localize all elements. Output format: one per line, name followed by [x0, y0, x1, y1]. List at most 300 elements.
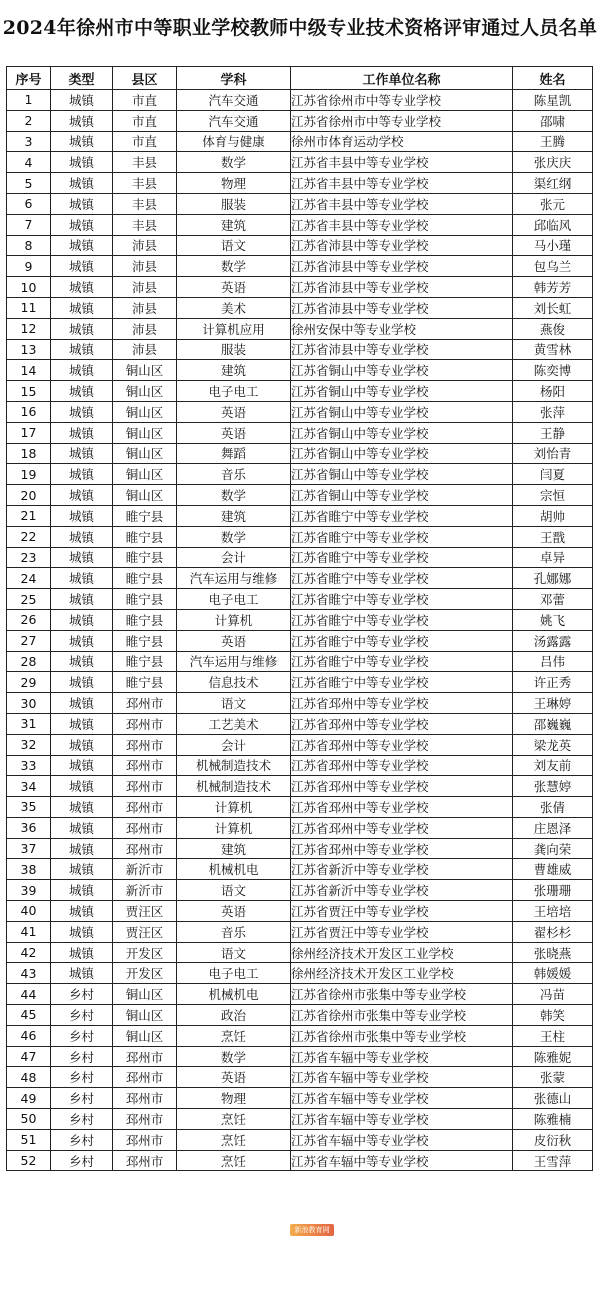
cell-name: 张珊珊 [513, 880, 593, 901]
document-title: 2024年徐州市中等职业学校教师中级专业技术资格评审通过人员名单 [2, 17, 598, 39]
cell-workplace: 江苏省车辐中等专业学校 [291, 1129, 513, 1150]
cell-name: 胡帅 [513, 505, 593, 526]
cell-district: 邳州市 [113, 838, 177, 859]
cell-type: 城镇 [51, 630, 113, 651]
cell-index: 33 [7, 755, 51, 776]
cell-index: 9 [7, 256, 51, 277]
cell-district: 铜山区 [113, 443, 177, 464]
cell-index: 43 [7, 963, 51, 984]
cell-district: 贾汪区 [113, 921, 177, 942]
cell-name: 邵巍巍 [513, 713, 593, 734]
table-row [7, 443, 593, 464]
cell-name: 邓蕾 [513, 589, 593, 610]
cell-type: 城镇 [51, 693, 113, 714]
cell-index: 24 [7, 568, 51, 589]
cell-subject: 建筑 [177, 360, 291, 381]
cell-district: 邳州市 [113, 1109, 177, 1130]
cell-index: 23 [7, 547, 51, 568]
table-row [7, 256, 593, 277]
cell-index: 7 [7, 214, 51, 235]
table-body [7, 90, 593, 1171]
cell-workplace: 徐州经济技术开发区工业学校 [291, 963, 513, 984]
cell-workplace: 江苏省徐州市张集中等专业学校 [291, 1005, 513, 1026]
header-district: 县区 [113, 67, 177, 90]
cell-district: 沛县 [113, 318, 177, 339]
cell-subject: 英语 [177, 1067, 291, 1088]
header-workplace: 工作单位名称 [291, 67, 513, 90]
cell-subject: 会计 [177, 547, 291, 568]
cell-name: 孔娜娜 [513, 568, 593, 589]
cell-type: 城镇 [51, 817, 113, 838]
cell-name: 张蒙 [513, 1067, 593, 1088]
cell-workplace: 江苏省邳州中等专业学校 [291, 776, 513, 797]
cell-district: 市直 [113, 110, 177, 131]
cell-subject: 数学 [177, 152, 291, 173]
cell-name: 张慧婷 [513, 776, 593, 797]
cell-district: 睢宁县 [113, 526, 177, 547]
cell-index: 19 [7, 464, 51, 485]
cell-name: 冯苗 [513, 984, 593, 1005]
cell-district: 开发区 [113, 963, 177, 984]
cell-district: 铜山区 [113, 381, 177, 402]
table-row [7, 173, 593, 194]
cell-workplace: 徐州经济技术开发区工业学校 [291, 942, 513, 963]
cell-district: 睢宁县 [113, 547, 177, 568]
cell-index: 21 [7, 505, 51, 526]
cell-workplace: 江苏省沛县中等专业学校 [291, 235, 513, 256]
cell-name: 卓异 [513, 547, 593, 568]
cell-index: 13 [7, 339, 51, 360]
cell-workplace: 江苏省徐州市中等专业学校 [291, 90, 513, 111]
cell-name: 王腾 [513, 131, 593, 152]
cell-index: 34 [7, 776, 51, 797]
cell-type: 城镇 [51, 485, 113, 506]
cell-workplace: 江苏省新沂中等专业学校 [291, 880, 513, 901]
cell-workplace: 江苏省睢宁中等专业学校 [291, 672, 513, 693]
cell-district: 沛县 [113, 297, 177, 318]
cell-type: 城镇 [51, 464, 113, 485]
cell-index: 10 [7, 277, 51, 298]
cell-name: 陈雅妮 [513, 1046, 593, 1067]
cell-subject: 音乐 [177, 464, 291, 485]
cell-name: 梁龙英 [513, 734, 593, 755]
cell-workplace: 江苏省睢宁中等专业学校 [291, 526, 513, 547]
cell-subject: 英语 [177, 277, 291, 298]
cell-workplace: 江苏省丰县中等专业学校 [291, 214, 513, 235]
table-row [7, 505, 593, 526]
cell-workplace: 江苏省丰县中等专业学校 [291, 193, 513, 214]
table-row [7, 568, 593, 589]
cell-type: 城镇 [51, 755, 113, 776]
cell-district: 邳州市 [113, 817, 177, 838]
cell-name: 翟杉杉 [513, 921, 593, 942]
cell-district: 铜山区 [113, 360, 177, 381]
table-row [7, 401, 593, 422]
cell-index: 18 [7, 443, 51, 464]
cell-name: 张庆庆 [513, 152, 593, 173]
cell-subject: 计算机应用 [177, 318, 291, 339]
cell-subject: 工艺美术 [177, 713, 291, 734]
table-row [7, 630, 593, 651]
cell-type: 城镇 [51, 713, 113, 734]
cell-type: 城镇 [51, 318, 113, 339]
cell-district: 睢宁县 [113, 651, 177, 672]
cell-index: 14 [7, 360, 51, 381]
table-row [7, 464, 593, 485]
cell-index: 30 [7, 693, 51, 714]
cell-type: 城镇 [51, 776, 113, 797]
table-row [7, 838, 593, 859]
cell-name: 马小瑾 [513, 235, 593, 256]
table-row [7, 381, 593, 402]
cell-name: 刘友前 [513, 755, 593, 776]
cell-type: 城镇 [51, 672, 113, 693]
cell-district: 邳州市 [113, 776, 177, 797]
cell-name: 韩笑 [513, 1005, 593, 1026]
header-subject: 学科 [177, 67, 291, 90]
cell-name: 闫夏 [513, 464, 593, 485]
table-row [7, 526, 593, 547]
cell-index: 31 [7, 713, 51, 734]
cell-district: 睢宁县 [113, 568, 177, 589]
cell-name: 皮衍秋 [513, 1129, 593, 1150]
cell-type: 城镇 [51, 152, 113, 173]
cell-subject: 英语 [177, 422, 291, 443]
cell-index: 38 [7, 859, 51, 880]
cell-subject: 服装 [177, 339, 291, 360]
cell-workplace: 江苏省铜山中等专业学校 [291, 422, 513, 443]
cell-type: 城镇 [51, 963, 113, 984]
cell-workplace: 江苏省丰县中等专业学校 [291, 173, 513, 194]
watermark-logo: 新浪教育网 [290, 1224, 334, 1236]
cell-name: 韩芳芳 [513, 277, 593, 298]
cell-workplace: 江苏省铜山中等专业学校 [291, 464, 513, 485]
table-row [7, 1109, 593, 1130]
cell-subject: 数学 [177, 485, 291, 506]
table-row [7, 547, 593, 568]
cell-district: 邳州市 [113, 734, 177, 755]
cell-district: 邳州市 [113, 1150, 177, 1171]
cell-workplace: 江苏省徐州市张集中等专业学校 [291, 1025, 513, 1046]
cell-index: 15 [7, 381, 51, 402]
cell-district: 铜山区 [113, 464, 177, 485]
cell-workplace: 江苏省徐州市中等专业学校 [291, 110, 513, 131]
cell-workplace: 江苏省车辐中等专业学校 [291, 1150, 513, 1171]
cell-subject: 烹饪 [177, 1129, 291, 1150]
cell-index: 50 [7, 1109, 51, 1130]
cell-index: 3 [7, 131, 51, 152]
cell-index: 47 [7, 1046, 51, 1067]
cell-name: 张德山 [513, 1088, 593, 1109]
cell-district: 睢宁县 [113, 505, 177, 526]
cell-index: 41 [7, 921, 51, 942]
cell-district: 邳州市 [113, 1067, 177, 1088]
cell-name: 渠红纲 [513, 173, 593, 194]
cell-district: 睢宁县 [113, 630, 177, 651]
cell-workplace: 江苏省贾汪中等专业学校 [291, 901, 513, 922]
cell-subject: 服装 [177, 193, 291, 214]
cell-name: 杨阳 [513, 381, 593, 402]
cell-type: 乡村 [51, 1046, 113, 1067]
results-table [6, 66, 593, 1171]
cell-workplace: 江苏省铜山中等专业学校 [291, 401, 513, 422]
cell-subject: 信息技术 [177, 672, 291, 693]
cell-workplace: 江苏省徐州市张集中等专业学校 [291, 984, 513, 1005]
cell-type: 城镇 [51, 131, 113, 152]
header-name: 姓名 [513, 67, 593, 90]
cell-district: 邳州市 [113, 693, 177, 714]
cell-type: 城镇 [51, 942, 113, 963]
table-row [7, 1150, 593, 1171]
cell-district: 铜山区 [113, 1005, 177, 1026]
cell-name: 王柱 [513, 1025, 593, 1046]
table-row [7, 942, 593, 963]
cell-name: 陈星凯 [513, 90, 593, 111]
cell-workplace: 江苏省睢宁中等专业学校 [291, 651, 513, 672]
table-row [7, 1088, 593, 1109]
cell-workplace: 江苏省新沂中等专业学校 [291, 859, 513, 880]
cell-name: 曹雄威 [513, 859, 593, 880]
cell-type: 城镇 [51, 381, 113, 402]
cell-index: 1 [7, 90, 51, 111]
cell-name: 姚飞 [513, 609, 593, 630]
cell-index: 16 [7, 401, 51, 422]
cell-workplace: 江苏省邳州中等专业学校 [291, 817, 513, 838]
cell-workplace: 徐州市体育运动学校 [291, 131, 513, 152]
cell-name: 张倩 [513, 797, 593, 818]
cell-workplace: 江苏省铜山中等专业学校 [291, 360, 513, 381]
cell-type: 城镇 [51, 214, 113, 235]
cell-workplace: 江苏省睢宁中等专业学校 [291, 630, 513, 651]
cell-name: 宗恒 [513, 485, 593, 506]
table-row [7, 589, 593, 610]
cell-index: 12 [7, 318, 51, 339]
cell-district: 丰县 [113, 173, 177, 194]
cell-district: 贾汪区 [113, 901, 177, 922]
cell-subject: 建筑 [177, 505, 291, 526]
cell-index: 35 [7, 797, 51, 818]
cell-workplace: 江苏省邳州中等专业学校 [291, 755, 513, 776]
cell-name: 燕俊 [513, 318, 593, 339]
cell-district: 铜山区 [113, 1025, 177, 1046]
table-row [7, 1067, 593, 1088]
cell-district: 邳州市 [113, 1088, 177, 1109]
cell-index: 17 [7, 422, 51, 443]
cell-workplace: 江苏省沛县中等专业学校 [291, 256, 513, 277]
table-row [7, 485, 593, 506]
cell-district: 邳州市 [113, 713, 177, 734]
cell-workplace: 江苏省铜山中等专业学校 [291, 485, 513, 506]
cell-type: 城镇 [51, 568, 113, 589]
cell-name: 包乌兰 [513, 256, 593, 277]
cell-type: 城镇 [51, 505, 113, 526]
table-row [7, 1005, 593, 1026]
cell-index: 8 [7, 235, 51, 256]
table-header-row [7, 67, 593, 90]
cell-index: 32 [7, 734, 51, 755]
cell-type: 城镇 [51, 651, 113, 672]
cell-subject: 数学 [177, 1046, 291, 1067]
cell-district: 丰县 [113, 193, 177, 214]
table-row [7, 339, 593, 360]
table-row [7, 609, 593, 630]
cell-subject: 电子电工 [177, 381, 291, 402]
cell-workplace: 江苏省铜山中等专业学校 [291, 443, 513, 464]
table-row [7, 672, 593, 693]
cell-subject: 建筑 [177, 838, 291, 859]
cell-workplace: 江苏省车辐中等专业学校 [291, 1067, 513, 1088]
cell-subject: 机械机电 [177, 984, 291, 1005]
cell-subject: 烹饪 [177, 1109, 291, 1130]
cell-type: 城镇 [51, 838, 113, 859]
cell-name: 刘长虹 [513, 297, 593, 318]
cell-workplace: 江苏省沛县中等专业学校 [291, 277, 513, 298]
cell-index: 37 [7, 838, 51, 859]
cell-subject: 机械制造技术 [177, 776, 291, 797]
table-row [7, 360, 593, 381]
table-row [7, 277, 593, 298]
cell-name: 汤露露 [513, 630, 593, 651]
cell-index: 11 [7, 297, 51, 318]
table-row [7, 1025, 593, 1046]
table-row [7, 110, 593, 131]
cell-type: 乡村 [51, 1025, 113, 1046]
cell-subject: 计算机 [177, 609, 291, 630]
cell-subject: 烹饪 [177, 1025, 291, 1046]
cell-type: 乡村 [51, 1109, 113, 1130]
cell-index: 42 [7, 942, 51, 963]
table-row [7, 651, 593, 672]
cell-workplace: 江苏省车辐中等专业学校 [291, 1046, 513, 1067]
table-row [7, 817, 593, 838]
cell-index: 6 [7, 193, 51, 214]
cell-district: 丰县 [113, 152, 177, 173]
cell-name: 邱临风 [513, 214, 593, 235]
cell-name: 王戬 [513, 526, 593, 547]
cell-subject: 物理 [177, 1088, 291, 1109]
cell-district: 沛县 [113, 277, 177, 298]
cell-workplace: 江苏省邳州中等专业学校 [291, 693, 513, 714]
cell-workplace: 江苏省睢宁中等专业学校 [291, 568, 513, 589]
cell-name: 张元 [513, 193, 593, 214]
cell-subject: 语文 [177, 693, 291, 714]
cell-workplace: 江苏省铜山中等专业学校 [291, 381, 513, 402]
cell-index: 5 [7, 173, 51, 194]
cell-subject: 电子电工 [177, 963, 291, 984]
cell-subject: 音乐 [177, 921, 291, 942]
table-row [7, 776, 593, 797]
cell-type: 城镇 [51, 110, 113, 131]
cell-district: 邳州市 [113, 797, 177, 818]
cell-name: 吕伟 [513, 651, 593, 672]
cell-subject: 烹饪 [177, 1150, 291, 1171]
header-type: 类型 [51, 67, 113, 90]
cell-type: 城镇 [51, 859, 113, 880]
cell-subject: 英语 [177, 630, 291, 651]
cell-type: 城镇 [51, 443, 113, 464]
cell-index: 46 [7, 1025, 51, 1046]
cell-subject: 物理 [177, 173, 291, 194]
cell-type: 城镇 [51, 193, 113, 214]
cell-workplace: 江苏省邳州中等专业学校 [291, 713, 513, 734]
table-row [7, 193, 593, 214]
table-row [7, 1129, 593, 1150]
cell-name: 王静 [513, 422, 593, 443]
cell-district: 睢宁县 [113, 589, 177, 610]
cell-district: 沛县 [113, 339, 177, 360]
cell-name: 邵啸 [513, 110, 593, 131]
cell-workplace: 江苏省邳州中等专业学校 [291, 797, 513, 818]
cell-district: 睢宁县 [113, 672, 177, 693]
cell-subject: 汽车运用与维修 [177, 568, 291, 589]
table-row [7, 152, 593, 173]
cell-index: 44 [7, 984, 51, 1005]
cell-district: 新沂市 [113, 859, 177, 880]
cell-subject: 语文 [177, 880, 291, 901]
cell-index: 26 [7, 609, 51, 630]
cell-index: 29 [7, 672, 51, 693]
cell-workplace: 江苏省睢宁中等专业学校 [291, 589, 513, 610]
cell-type: 城镇 [51, 609, 113, 630]
cell-workplace: 江苏省邳州中等专业学校 [291, 734, 513, 755]
cell-workplace: 江苏省睢宁中等专业学校 [291, 547, 513, 568]
table-row [7, 797, 593, 818]
cell-name: 龚向荣 [513, 838, 593, 859]
cell-name: 王琳婷 [513, 693, 593, 714]
cell-index: 45 [7, 1005, 51, 1026]
cell-district: 铜山区 [113, 984, 177, 1005]
cell-district: 邳州市 [113, 1129, 177, 1150]
cell-subject: 英语 [177, 401, 291, 422]
cell-index: 51 [7, 1129, 51, 1150]
cell-subject: 机械制造技术 [177, 755, 291, 776]
cell-type: 乡村 [51, 1150, 113, 1171]
cell-name: 陈雅楠 [513, 1109, 593, 1130]
table-row [7, 131, 593, 152]
cell-name: 王培培 [513, 901, 593, 922]
cell-type: 城镇 [51, 547, 113, 568]
cell-name: 韩媛媛 [513, 963, 593, 984]
cell-type: 城镇 [51, 880, 113, 901]
cell-subject: 机械机电 [177, 859, 291, 880]
table-row [7, 859, 593, 880]
cell-subject: 语文 [177, 235, 291, 256]
cell-subject: 汽车交通 [177, 110, 291, 131]
cell-workplace: 江苏省车辐中等专业学校 [291, 1088, 513, 1109]
table-row [7, 214, 593, 235]
cell-index: 52 [7, 1150, 51, 1171]
cell-subject: 政治 [177, 1005, 291, 1026]
cell-type: 城镇 [51, 256, 113, 277]
table-row [7, 235, 593, 256]
cell-type: 城镇 [51, 921, 113, 942]
cell-type: 城镇 [51, 235, 113, 256]
cell-name: 许正秀 [513, 672, 593, 693]
table-row [7, 90, 593, 111]
cell-workplace: 徐州安保中等专业学校 [291, 318, 513, 339]
cell-subject: 舞蹈 [177, 443, 291, 464]
cell-subject: 语文 [177, 942, 291, 963]
cell-type: 乡村 [51, 984, 113, 1005]
cell-type: 城镇 [51, 277, 113, 298]
cell-index: 2 [7, 110, 51, 131]
cell-district: 邳州市 [113, 755, 177, 776]
cell-district: 新沂市 [113, 880, 177, 901]
cell-subject: 计算机 [177, 817, 291, 838]
cell-type: 城镇 [51, 339, 113, 360]
cell-index: 27 [7, 630, 51, 651]
cell-district: 铜山区 [113, 401, 177, 422]
